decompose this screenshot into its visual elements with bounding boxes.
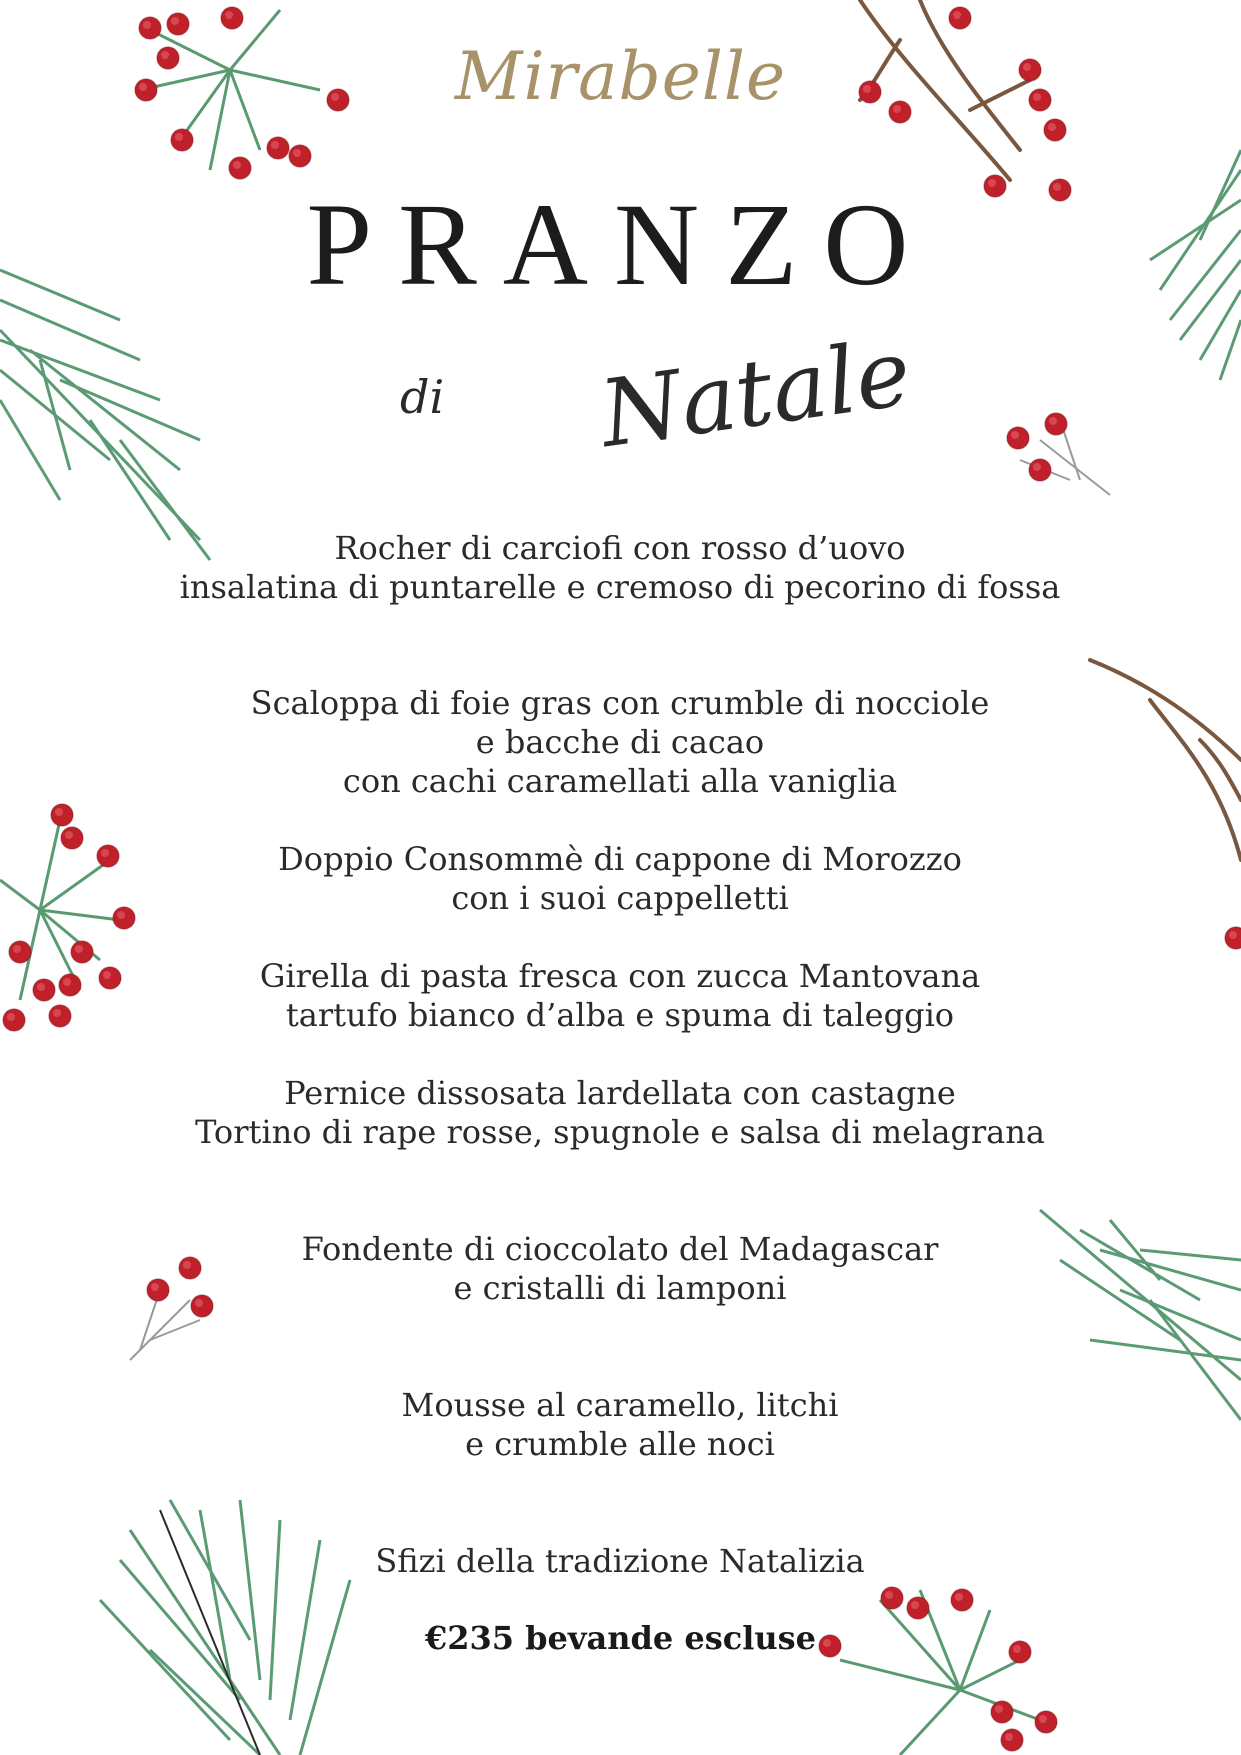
menu-course <box>120 840 1120 918</box>
menu-course <box>120 1074 1120 1152</box>
menu-course <box>120 1386 1120 1464</box>
course-line: Fondente di cioccolato del Madagascar <box>301 1230 939 1268</box>
course-line: Pernice dissosata lardellata con castagne <box>284 1074 956 1112</box>
menu-course <box>120 684 1120 801</box>
menu-course <box>120 1542 1120 1581</box>
course-line: Mousse al caramello, litchi <box>401 1386 839 1424</box>
course-line: e cristalli di lamponi <box>453 1269 787 1307</box>
berry-pair-right <box>1020 420 1110 495</box>
course-line: Rocher di carciofi con rosso d’uovo <box>334 529 906 567</box>
menu-course <box>120 1230 1120 1308</box>
menu-course <box>120 529 1120 607</box>
course-line: insalatina di puntarelle e cremoso di pecorino di fossa <box>179 568 1061 606</box>
course-line: e bacche di cacao <box>475 723 765 761</box>
berry-spray-left <box>0 820 120 1000</box>
course-line: Tortino di rape rosse, spugnole e salsa di melagrana <box>195 1113 1045 1151</box>
course-line: Scaloppa di foie gras con crumble di nocciole <box>250 684 990 722</box>
berry-spray-bottom-right <box>840 1590 1040 1755</box>
menu-course <box>120 957 1120 1035</box>
brand-logo: Mirabelle <box>454 38 787 115</box>
course-line: e crumble alle noci <box>465 1425 775 1463</box>
course-line: Doppio Consommè di cappone di Morozzo <box>278 840 962 878</box>
course-line: con cachi caramellati alla vaniglia <box>342 762 898 800</box>
price-label: €235 bevande escluse <box>424 1619 817 1657</box>
course-line: tartufo bianco d’alba e spuma di taleggio <box>285 996 955 1034</box>
course-line: con i suoi cappelletti <box>451 879 789 917</box>
course-line: Sfizi della tradizione Natalizia <box>375 1542 865 1580</box>
subtitle-large: Natale <box>594 318 917 469</box>
course-line: Girella di pasta fresca con zucca Mantovana <box>259 957 981 995</box>
page-title: PRANZO <box>306 179 935 310</box>
subtitle <box>380 300 917 520</box>
subtitle-small: di <box>400 370 445 424</box>
pine-left <box>0 270 210 560</box>
